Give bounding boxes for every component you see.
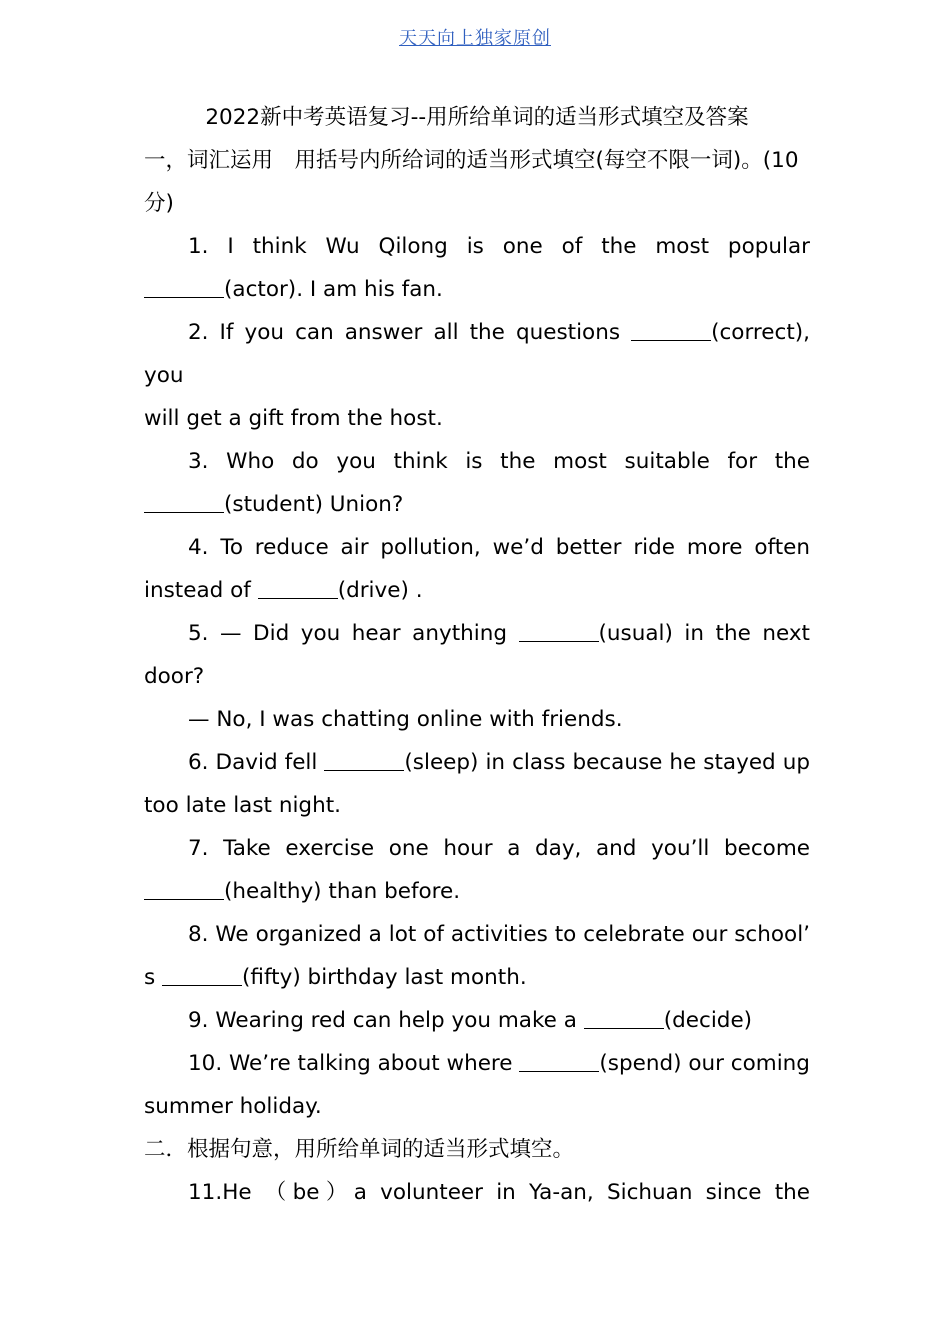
answer-blank[interactable] [519, 620, 599, 643]
question-3-line-1: 3. Who do you think is the most suitable for the [188, 449, 810, 474]
question-1-line-2: (actor). I am his fan. [144, 268, 810, 311]
answer-blank[interactable] [144, 878, 224, 901]
document-title: 2022新中考英语复习--用所给单词的适当形式填空及答案 [205, 105, 749, 130]
question-8 [144, 913, 810, 999]
question-10-line-2: summer holiday. [144, 1094, 322, 1119]
question-2-line-1: 2. If you can answer all the questions (correct), you [144, 320, 810, 388]
question-5-reply: — No, I was chatting online with friends. [188, 707, 623, 732]
question-9 [144, 999, 810, 1042]
question-6 [144, 741, 810, 827]
section-1-heading: 一，词汇运用 用括号内所给词的适当形式填空(每空不限一词)。(10分) [144, 148, 799, 216]
question-2 [144, 311, 810, 440]
document-body [144, 96, 810, 1214]
question-6-line-2: too late last night. [144, 793, 341, 818]
answer-blank[interactable] [144, 276, 224, 299]
question-1-line-1: 1. I think Wu Qilong is one of the most popular [188, 234, 810, 259]
answer-blank[interactable] [144, 491, 224, 514]
question-9-line-1: 9. Wearing red can help you make a (decide) [188, 1008, 753, 1033]
answer-blank[interactable] [324, 749, 404, 772]
answer-blank[interactable] [631, 319, 711, 342]
question-4 [144, 526, 810, 612]
question-7-line-2: (healthy) than before. [144, 870, 810, 913]
answer-blank[interactable] [258, 577, 338, 600]
question-4-line-2: instead of (drive) . [144, 578, 423, 603]
question-3-line-2: (student) Union? [144, 483, 810, 526]
question-8-line-1: 8. We organized a lot of activities to celebrate our school’ [188, 922, 810, 947]
question-2-line-2: will get a gift from the host. [144, 406, 443, 431]
question-4-line-1: 4. To reduce air pollution, we’d better ride more often [188, 535, 810, 560]
question-5-line-2: door? [144, 664, 205, 689]
question-5-line-1: 5. — Did you hear anything (usual) in the next [188, 621, 810, 646]
question-1 [144, 225, 810, 311]
page-header: 天天向上独家原创 [399, 28, 551, 49]
question-10-line-1: 10. We’re talking about where (spend) our coming [188, 1051, 810, 1076]
section-2-heading: 二．根据句意，用所给单词的适当形式填空。 [144, 1137, 575, 1162]
question-7-line-1: 7. Take exercise one hour a day, and you’ll become [188, 836, 810, 861]
question-7 [144, 827, 810, 913]
question-3 [144, 440, 810, 526]
question-10 [144, 1042, 810, 1128]
question-11 [144, 1171, 810, 1214]
question-6-line-1: 6. David fell (sleep) in class because he stayed up [188, 750, 810, 775]
answer-blank[interactable] [519, 1050, 599, 1073]
question-11-line-1: 11.He （be）a volunteer in Ya-an, Sichuan since the [188, 1180, 810, 1205]
answer-blank[interactable] [162, 964, 242, 987]
answer-blank[interactable] [584, 1007, 664, 1030]
question-8-line-2: s (fifty) birthday last month. [144, 965, 527, 990]
question-5 [144, 612, 810, 698]
